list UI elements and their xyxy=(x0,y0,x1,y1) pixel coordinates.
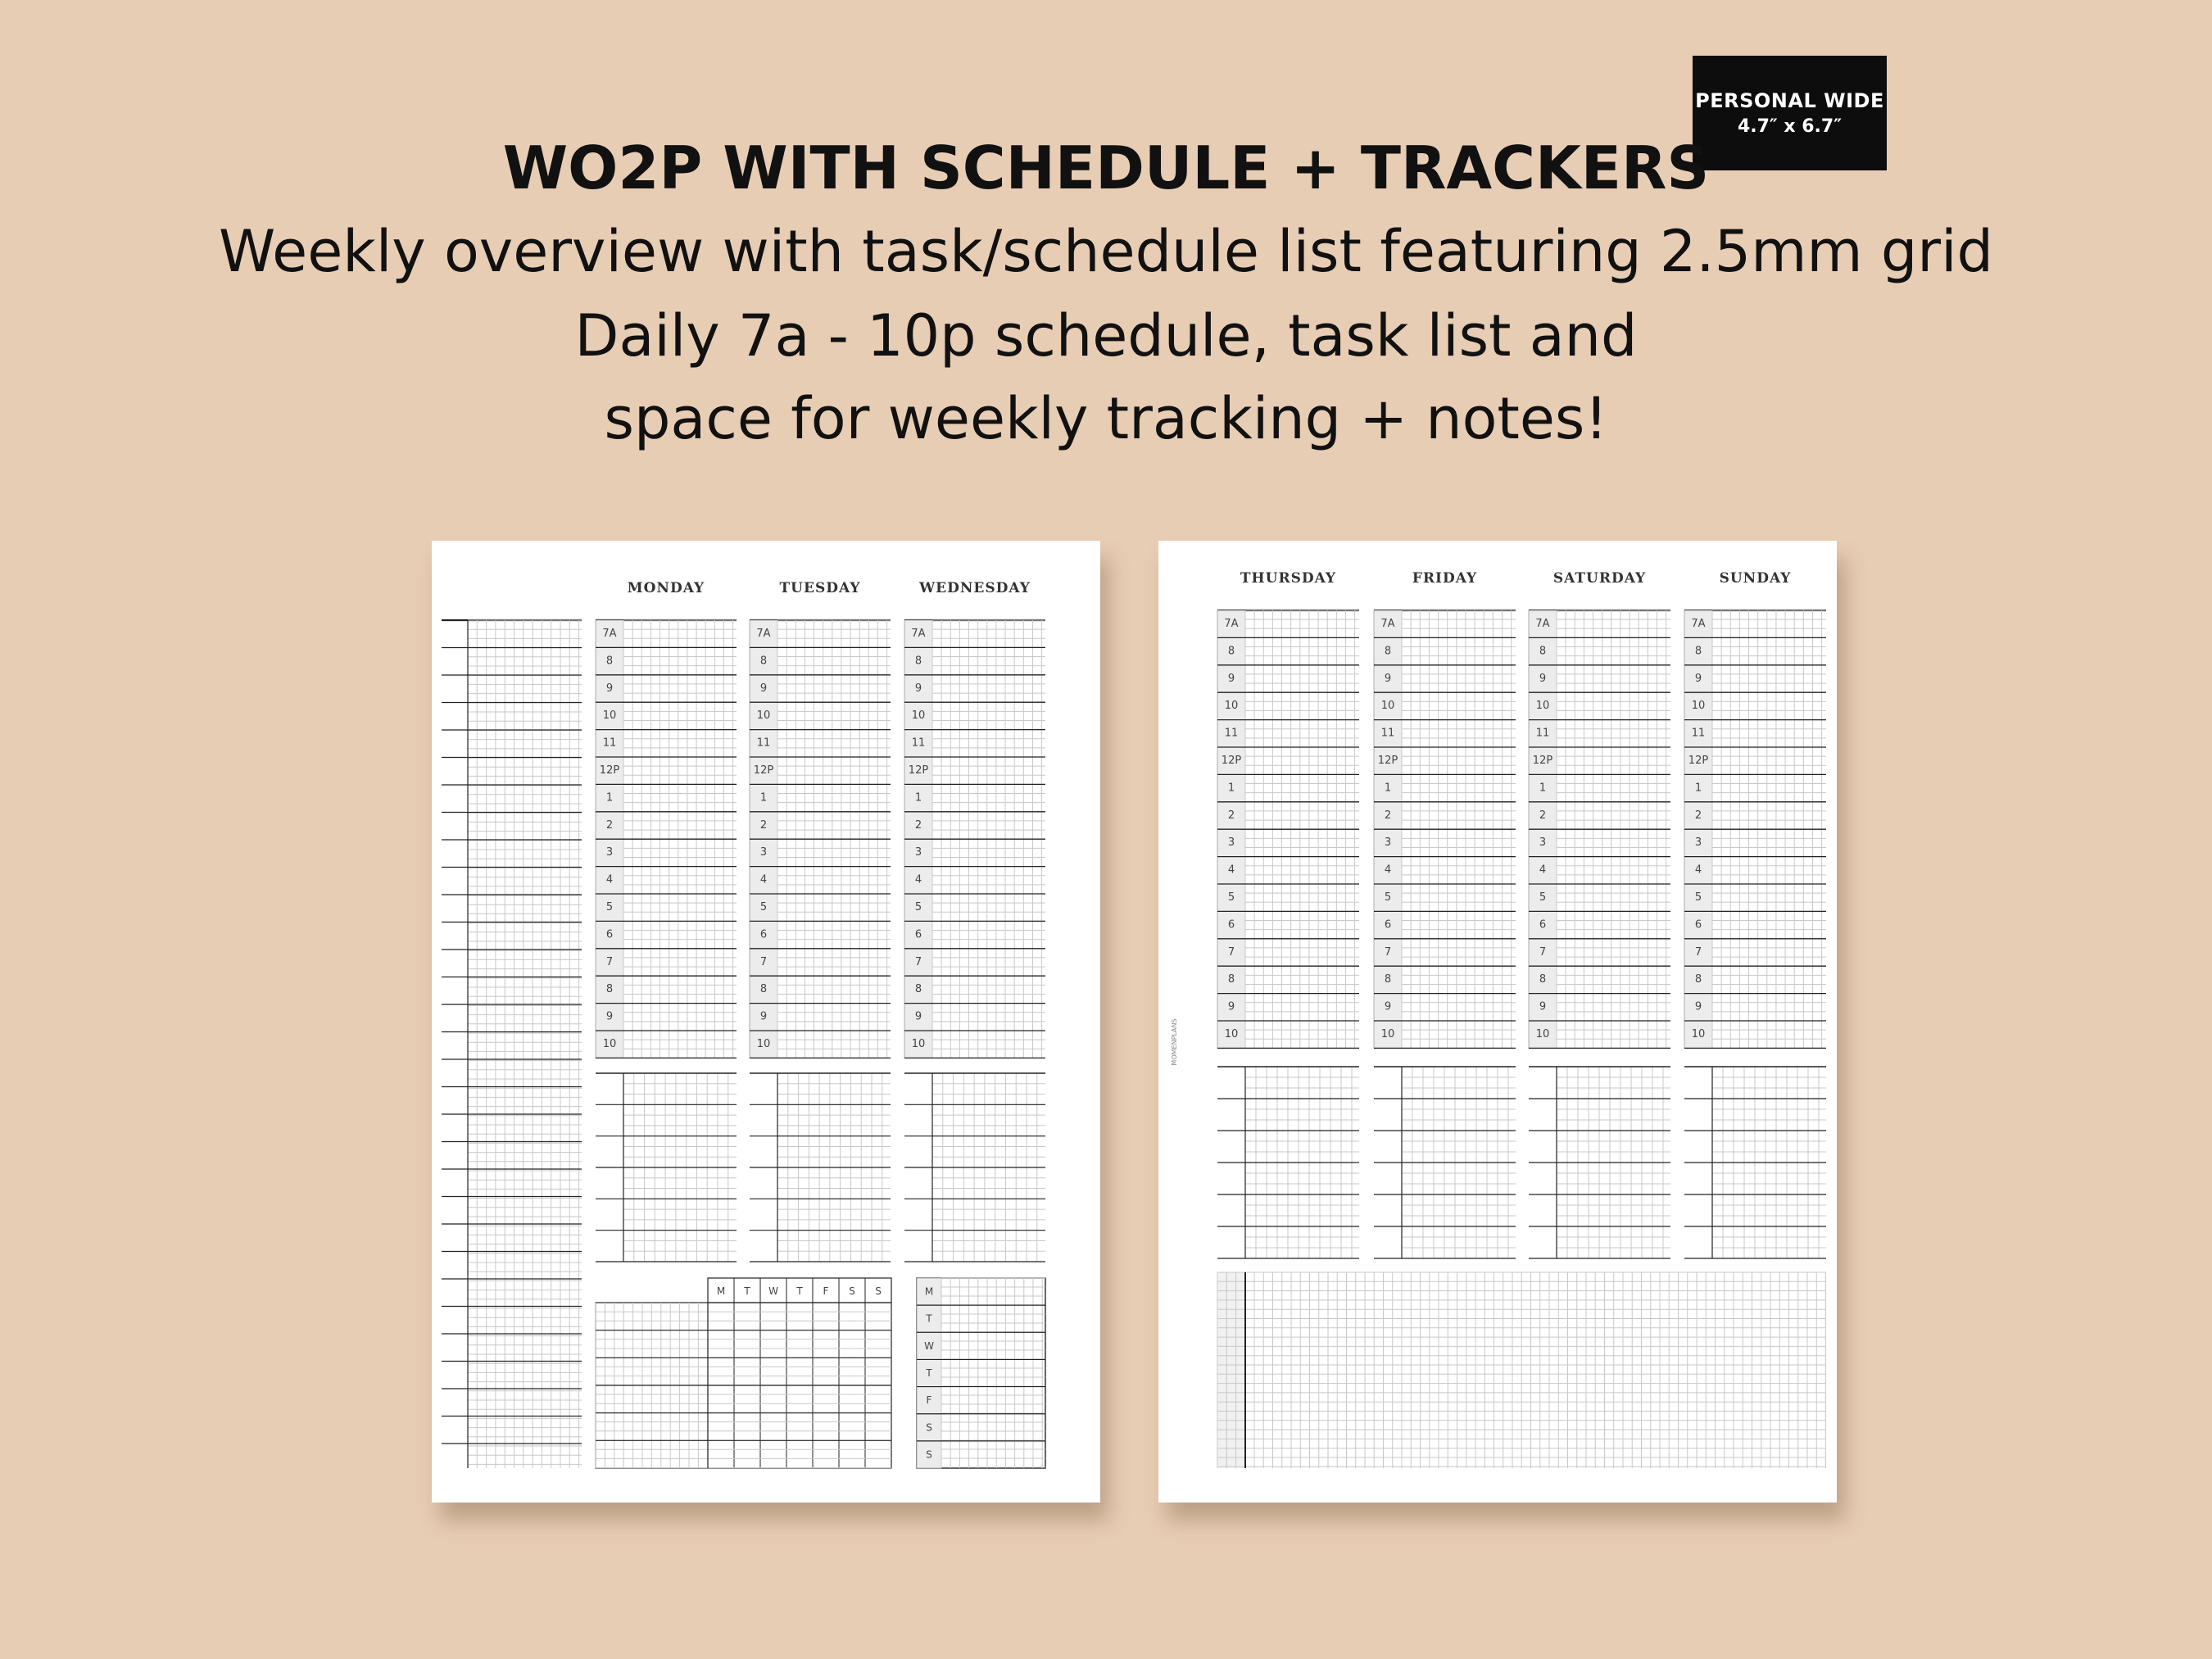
hour-label: 10 xyxy=(911,709,926,723)
description-line-1: Weekly overview with task/schedule list featuring 2.5mm grid xyxy=(219,218,1993,285)
hour-label: 5 xyxy=(914,901,922,914)
day-heading-saturday: SATURDAY xyxy=(1552,570,1647,587)
day-column-wednesday xyxy=(904,580,1045,1262)
hour-label: 3 xyxy=(1694,836,1702,850)
hour-label: 12P xyxy=(1221,755,1242,768)
tracker-day-letter: F xyxy=(823,1285,829,1297)
hour-label: 11 xyxy=(1224,727,1239,740)
tracker-day-letter: S xyxy=(875,1285,882,1297)
hour-label: 7A xyxy=(1691,618,1706,631)
hour-label: 2 xyxy=(914,818,922,832)
hour-label: 9 xyxy=(1539,672,1547,685)
hour-label: 8 xyxy=(759,655,768,668)
day-heading-tuesday: TUESDAY xyxy=(779,580,861,596)
hour-label: 10 xyxy=(756,1038,771,1051)
hour-label: 1 xyxy=(605,791,614,805)
hour-label: 12P xyxy=(1532,755,1553,768)
hour-label: 7 xyxy=(914,955,922,968)
hour-label: 9 xyxy=(1384,1000,1392,1013)
hour-label: 7 xyxy=(1539,945,1547,959)
hour-label: 6 xyxy=(759,928,768,941)
hour-label: 5 xyxy=(1539,891,1547,904)
hour-label: 9 xyxy=(605,682,614,695)
hour-label: 4 xyxy=(1227,863,1235,877)
hour-label: 2 xyxy=(1539,809,1547,822)
hour-label: 6 xyxy=(1539,918,1547,931)
hour-label: 7 xyxy=(1694,945,1702,959)
summary-day-letter: S xyxy=(926,1421,932,1434)
hour-label: 7 xyxy=(605,955,614,968)
hour-label: 11 xyxy=(756,737,771,750)
hour-label: 8 xyxy=(1384,645,1392,658)
hour-label: 8 xyxy=(1694,973,1702,986)
hour-label: 10 xyxy=(1380,1028,1395,1041)
hour-label: 11 xyxy=(602,737,617,750)
day-column-monday xyxy=(596,580,737,1262)
hour-label: 12P xyxy=(1377,755,1398,768)
hour-label: 11 xyxy=(1535,727,1550,740)
hour-label: 10 xyxy=(1535,1028,1550,1041)
day-column-thursday xyxy=(1217,570,1359,1258)
hour-label: 4 xyxy=(759,873,768,886)
hour-label: 8 xyxy=(1694,645,1702,658)
hour-label: 10 xyxy=(1224,700,1239,713)
hour-label: 9 xyxy=(1384,672,1392,685)
hour-label: 8 xyxy=(759,983,768,996)
hour-label: 12P xyxy=(1688,755,1709,768)
hour-label: 12P xyxy=(908,764,929,777)
hour-label: 7A xyxy=(1380,618,1395,631)
hour-label: 9 xyxy=(1227,1000,1235,1013)
hour-label: 10 xyxy=(602,1038,617,1051)
summary-day-letter: T xyxy=(926,1367,932,1379)
hour-label: 12P xyxy=(599,764,620,777)
hour-label: 9 xyxy=(1539,1000,1547,1013)
hour-label: 8 xyxy=(1539,645,1547,658)
hour-label: 1 xyxy=(1384,782,1392,795)
hour-label: 8 xyxy=(605,983,614,996)
hour-label: 7A xyxy=(1535,618,1550,631)
day-heading-sunday: SUNDAY xyxy=(1719,570,1792,587)
day-column-saturday xyxy=(1529,570,1670,1258)
notes-grid xyxy=(1217,1272,1826,1468)
hour-label: 3 xyxy=(1227,836,1235,850)
hour-label: 7 xyxy=(1227,945,1235,959)
summary-day-letter: M xyxy=(924,1285,934,1298)
hour-label: 8 xyxy=(914,983,922,996)
planner-page-right xyxy=(1158,541,1837,1503)
hour-label: 4 xyxy=(605,873,614,886)
hour-label: 7A xyxy=(602,628,617,641)
hour-label: 12P xyxy=(753,764,774,777)
hour-label: 10 xyxy=(1535,700,1550,713)
description-line-2: Daily 7a - 10p schedule, task list and xyxy=(574,302,1638,369)
hour-label: 6 xyxy=(914,928,922,941)
hour-label: 11 xyxy=(1691,727,1706,740)
hour-label: 7A xyxy=(1224,618,1239,631)
weekly-summary-table xyxy=(917,1278,1045,1468)
hour-label: 1 xyxy=(1227,782,1235,795)
hour-label: 5 xyxy=(759,901,768,914)
hour-label: 2 xyxy=(1694,809,1702,822)
hour-label: 10 xyxy=(911,1038,926,1051)
hour-label: 8 xyxy=(914,655,922,668)
hour-label: 11 xyxy=(911,737,926,750)
hour-label: 9 xyxy=(605,1010,614,1023)
day-heading-wednesday: WEDNESDAY xyxy=(919,580,1031,596)
hour-label: 2 xyxy=(1384,809,1392,822)
hour-label: 3 xyxy=(1539,836,1547,850)
day-column-friday xyxy=(1374,570,1516,1258)
hour-label: 2 xyxy=(1227,809,1235,822)
day-heading-thursday: THURSDAY xyxy=(1240,570,1337,587)
hour-label: 9 xyxy=(1227,672,1235,685)
planner-left-drawing xyxy=(432,541,1100,1503)
weekly-task-column xyxy=(442,620,582,1468)
hour-label: 6 xyxy=(1694,918,1702,931)
planner-page-left xyxy=(432,541,1100,1503)
badge-size-label: PERSONAL WIDE xyxy=(1695,89,1884,112)
hour-label: 5 xyxy=(1384,891,1392,904)
hour-label: 8 xyxy=(1539,973,1547,986)
hour-label: 9 xyxy=(1694,672,1702,685)
hour-label: 8 xyxy=(1384,973,1392,986)
day-heading-friday: FRIDAY xyxy=(1412,570,1478,587)
hour-label: 3 xyxy=(914,846,922,859)
tracker-day-letter: W xyxy=(768,1285,778,1297)
hour-label: 10 xyxy=(756,709,771,723)
hour-label: 6 xyxy=(1227,918,1235,931)
tracker-day-letter: T xyxy=(744,1285,750,1297)
hour-label: 8 xyxy=(605,655,614,668)
hour-label: 10 xyxy=(1224,1028,1239,1041)
summary-day-letter: T xyxy=(926,1312,932,1325)
hour-label: 5 xyxy=(605,901,614,914)
summary-day-letter: F xyxy=(926,1394,932,1407)
hour-label: 1 xyxy=(1539,782,1547,795)
hour-label: 7 xyxy=(1384,945,1392,959)
hour-label: 10 xyxy=(602,709,617,723)
hour-label: 6 xyxy=(1384,918,1392,931)
hour-label: 9 xyxy=(914,682,922,695)
brand-mark: MOMENPLANS xyxy=(1171,1018,1178,1066)
day-column-tuesday xyxy=(750,580,891,1262)
hour-label: 11 xyxy=(1380,727,1395,740)
hour-label: 9 xyxy=(914,1010,922,1023)
tracker-day-letter: T xyxy=(796,1285,803,1297)
hour-label: 4 xyxy=(1384,863,1392,877)
summary-day-letter: W xyxy=(924,1339,934,1352)
hour-label: 8 xyxy=(1227,973,1235,986)
summary-day-letter: S xyxy=(926,1448,932,1461)
hour-label: 2 xyxy=(605,818,614,832)
page-title: WO2P WITH SCHEDULE + TRACKERS xyxy=(502,134,1710,202)
hour-label: 2 xyxy=(759,818,768,832)
tracker-day-letter: M xyxy=(716,1285,726,1297)
hour-label: 4 xyxy=(914,873,922,886)
hour-label: 7A xyxy=(911,628,926,641)
hour-label: 9 xyxy=(759,1010,768,1023)
hour-label: 4 xyxy=(1539,863,1547,877)
hour-label: 8 xyxy=(1227,645,1235,658)
hour-label: 4 xyxy=(1694,863,1702,877)
badge-dimensions: 4.7″ x 6.7″ xyxy=(1737,116,1843,137)
hour-label: 3 xyxy=(605,846,614,859)
planner-right-drawing xyxy=(1158,541,1837,1503)
hour-label: 9 xyxy=(1694,1000,1702,1013)
hour-label: 3 xyxy=(1384,836,1392,850)
hour-label: 10 xyxy=(1691,700,1706,713)
hour-label: 1 xyxy=(914,791,922,805)
hour-label: 5 xyxy=(1694,891,1702,904)
hour-label: 1 xyxy=(759,791,768,805)
day-heading-monday: MONDAY xyxy=(627,580,705,596)
hour-label: 7A xyxy=(756,628,771,641)
day-column-sunday xyxy=(1684,570,1826,1258)
hour-label: 10 xyxy=(1691,1028,1706,1041)
hour-label: 10 xyxy=(1380,700,1395,713)
hour-label: 7 xyxy=(759,955,768,968)
hour-label: 6 xyxy=(605,928,614,941)
hour-label: 3 xyxy=(759,846,768,859)
habit-tracker xyxy=(596,1278,891,1468)
tracker-day-letter: S xyxy=(849,1285,855,1297)
description-line-3: space for weekly tracking + notes! xyxy=(604,385,1608,452)
hour-label: 1 xyxy=(1694,782,1702,795)
hour-label: 5 xyxy=(1227,891,1235,904)
hour-label: 9 xyxy=(759,682,768,695)
